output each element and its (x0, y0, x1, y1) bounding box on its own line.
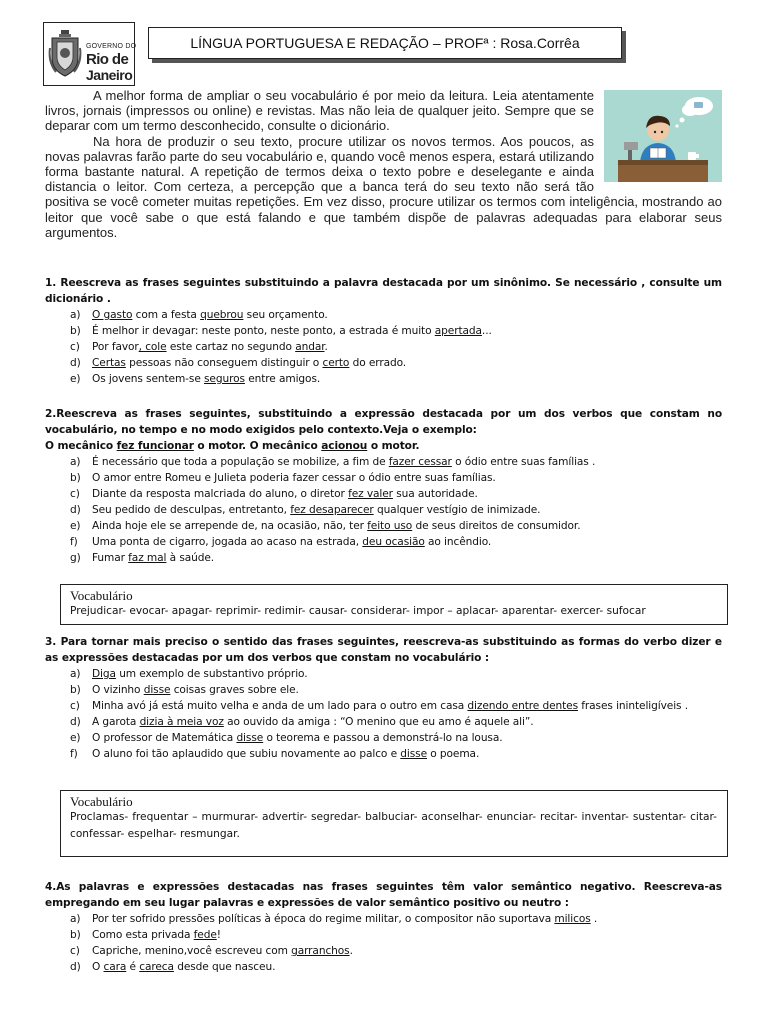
highlighted-term: Diga (92, 668, 116, 680)
sentence-text: este cartaz no segundo (166, 341, 296, 353)
vocabulary-box-2 (60, 790, 728, 857)
vocabulary-box-1-title: Vocabulário (70, 588, 133, 603)
item-letter: f) (70, 536, 78, 548)
item-letter: b) (70, 472, 81, 484)
exercise-item (45, 486, 722, 502)
item-letter: c) (70, 945, 80, 957)
sentence-text: É necessário que toda a população se mobilize, a fim de (92, 456, 389, 468)
intro-text (45, 88, 722, 240)
sentence-text: A garota (92, 716, 140, 728)
exercise-item (45, 502, 722, 518)
item-letter: e) (70, 520, 81, 532)
sentence-text: com a festa (132, 309, 201, 321)
exercise-item (45, 746, 722, 762)
vocabulary-box-2-words: Proclamas- frequentar – murmurar- advertir- segredar- balbuciar- aconselhar- enunciar- recitar- inventar- sustentar- citar- confessar- espelhar- resmungar. (70, 811, 717, 840)
highlighted-term: careca (139, 961, 174, 973)
question-2 (45, 406, 722, 566)
exercise-item (45, 959, 722, 975)
sentence-text: coisas graves sobre ele. (170, 684, 299, 696)
sentence-text: Minha avó já está muito velha e anda de um lado para o outro em casa (92, 700, 468, 712)
sentence-text: Ainda hoje ele se arrepende de, na ocasião, não, ter (92, 520, 368, 532)
exercise-item (45, 730, 722, 746)
question-2-items (45, 454, 722, 566)
exercise-item (45, 307, 722, 323)
highlighted-term: apertada (434, 325, 482, 337)
sentence-text: Diante da resposta malcriada do aluno, o diretor (92, 488, 349, 500)
item-letter: c) (70, 700, 80, 712)
sentence-text: Uma ponta de cigarro, jogada ao acaso na estrada, (92, 536, 363, 548)
question-1-prompt: 1. Reescreva as frases seguintes substituindo a palavra destacada por um sinônimo. Se necessário , consulte um dicionário . (45, 277, 722, 305)
highlighted-term: disse (236, 732, 264, 744)
vocabulary-box-1 (60, 584, 728, 625)
sentence-text: O aluno foi tão aplaudido que subiu novamente ao palco e (92, 748, 401, 760)
sentence-text: O vizinho (92, 684, 144, 696)
exercise-item (45, 943, 722, 959)
item-letter: e) (70, 373, 81, 385)
sentence-text: ao ouvido da amiga : “O menino que eu amo é aquele ali”. (223, 716, 534, 728)
sentence-text: Capriche, menino,você escreveu com (92, 945, 292, 957)
exercise-item (45, 550, 722, 566)
highlighted-term: quebrou (200, 309, 244, 321)
sentence-text: . (324, 341, 328, 353)
highlighted-term: fez valer (348, 488, 393, 500)
highlighted-term: garranchos (291, 945, 350, 957)
sentence-text: um exemplo de substantivo próprio. (115, 668, 308, 680)
item-letter: c) (70, 341, 80, 353)
sentence-text: é (126, 961, 140, 973)
exercise-item (45, 470, 722, 486)
question-3-prompt: 3. Para tornar mais preciso o sentido das frases seguintes, reescreva-as substituindo as formas do verbo dizer e as expressões destacadas por um dos verbos que constam no vocabulário : (45, 636, 722, 664)
exercise-item (45, 454, 722, 470)
exercise-item (45, 518, 722, 534)
sentence-text: o poema. (427, 748, 480, 760)
sentence-text: O amor entre Romeu e Julieta poderia fazer cessar o ódio entre suas famílias. (92, 472, 496, 484)
sentence-text: É melhor ir devagar: neste ponto, neste ponto, a estrada é muito (92, 325, 435, 337)
sentence-text: o motor. (367, 440, 420, 452)
question-3-items (45, 666, 722, 762)
item-letter: a) (70, 913, 81, 925)
highlighted-term: faz mal (128, 552, 167, 564)
sentence-text: o ódio entre suas famílias . (451, 456, 596, 468)
sentence-text: qualquer vestígio de inimizade. (373, 504, 541, 516)
sentence-text: O (92, 961, 104, 973)
item-letter: a) (70, 668, 81, 680)
item-letter: d) (70, 504, 81, 516)
coat-of-arms-icon (48, 28, 82, 80)
question-2-prompt: 2.Reescreva as frases seguintes, substituindo a expressão destacada por um dos verbos que constam no vocabulário, no tempo e no modo exigidos pelo contexto.Veja o exemplo: (45, 408, 722, 436)
exercise-item (45, 911, 722, 927)
question-3 (45, 634, 722, 762)
item-letter: d) (70, 716, 81, 728)
question-1 (45, 275, 722, 387)
highlighted-term: seguros (204, 373, 245, 385)
sentence-text: Fumar (92, 552, 129, 564)
exercise-item (45, 927, 722, 943)
highlighted-term: certo (322, 357, 350, 369)
item-letter: g) (70, 552, 81, 564)
item-letter: c) (70, 488, 80, 500)
highlighted-term: fez funcionar (116, 440, 194, 452)
item-letter: f) (70, 748, 78, 760)
exercise-item (45, 371, 722, 387)
item-letter: d) (70, 357, 81, 369)
exercise-item (45, 682, 722, 698)
exercise-item (45, 355, 722, 371)
exercise-item (45, 339, 722, 355)
highlighted-term: cara (103, 961, 127, 973)
highlighted-term: deu ocasião (362, 536, 425, 548)
sentence-text: . (349, 945, 353, 957)
highlighted-term: disse (400, 748, 427, 760)
exercise-item (45, 534, 722, 550)
logo-line-2: Rio de (86, 51, 129, 68)
logo-line-1: GOVERNO DO (86, 43, 137, 50)
highlighted-term: , cole (138, 341, 167, 353)
question-2-example (45, 440, 419, 452)
highlighted-term: O gasto (92, 309, 133, 321)
page-title: LÍNGUA PORTUGUESA E REDAÇÃO – PROFª : Rosa.Corrêa (190, 35, 580, 51)
highlighted-term: Certas (92, 357, 126, 369)
highlighted-term: fede (193, 929, 217, 941)
sentence-text: à saúde. (166, 552, 215, 564)
logo-line-3: Janeiro (86, 67, 133, 83)
sentence-text: do errado. (349, 357, 407, 369)
sentence-text: Os jovens sentem-se (92, 373, 205, 385)
item-letter: a) (70, 309, 81, 321)
item-letter: b) (70, 929, 81, 941)
question-4-prompt: 4.As palavras e expressões destacadas nas frases seguintes têm valor semântico negativo. Reescreva-as empregando em seu lugar palavras e expressões de valor semântico positivo ou neutro : (45, 881, 722, 909)
question-1-items (45, 307, 722, 387)
sentence-text: pessoas não conseguem distinguir o (125, 357, 323, 369)
sentence-text: desde que nasceu. (173, 961, 276, 973)
exercise-item (45, 714, 722, 730)
sentence-text: de seus direitos de consumidor. (412, 520, 581, 532)
highlighted-term: andar (295, 341, 325, 353)
sentence-text: ... (481, 325, 492, 337)
highlighted-term: acionou (321, 440, 368, 452)
exercise-item (45, 698, 722, 714)
item-letter: b) (70, 325, 81, 337)
sentence-text: O mecânico (45, 440, 117, 452)
highlighted-term: fazer cessar (388, 456, 452, 468)
government-logo (43, 22, 135, 86)
sentence-text: O professor de Matemática (92, 732, 237, 744)
sentence-text: Seu pedido de desculpas, entretanto, (92, 504, 291, 516)
question-4 (45, 879, 722, 975)
sentence-text: o teorema e passou a demonstrá-lo na lousa. (263, 732, 503, 744)
sentence-text: ! (216, 929, 221, 941)
sentence-text: Por ter sofrido pressões políticas à época do regime militar, o compositor não suportava (92, 913, 555, 925)
sentence-text: seu orçamento. (243, 309, 328, 321)
question-4-items (45, 911, 722, 975)
item-letter: b) (70, 684, 81, 696)
vocabulary-box-1-words: Prejudicar- evocar- apagar- reprimir- redimir- causar- considerar- impor – aplacar- aparentar- exercer- sufocar (70, 605, 646, 617)
highlighted-term: dizendo entre dentes (467, 700, 578, 712)
vocabulary-box-2-title: Vocabulário (70, 794, 133, 809)
sentence-text: frases ininteligíveis . (578, 700, 688, 712)
highlighted-term: dizia à meia voz (139, 716, 224, 728)
item-letter: d) (70, 961, 81, 973)
highlighted-term: disse (143, 684, 171, 696)
sentence-text: Por favor (92, 341, 139, 353)
sentence-text: o motor. O mecânico (193, 440, 322, 452)
student-reading-illustration (604, 90, 722, 182)
intro-paragraph-1: A melhor forma de ampliar o seu vocabulário é por meio da leitura. Leia atentamente livros, jornais (impressos ou online) e revistas. Mas não leia de qualquer jeito. Sempre que se deparar com um termo desconhecido, consulte o dicionário. (45, 88, 594, 134)
sentence-text: . (590, 913, 598, 925)
highlighted-term: feito uso (367, 520, 413, 532)
exercise-item (45, 666, 722, 682)
item-letter: a) (70, 456, 81, 468)
sentence-text: sua autoridade. (392, 488, 478, 500)
item-letter: e) (70, 732, 81, 744)
intro-paragraph-2: Na hora de produzir o seu texto, procure utilizar os novos termos. Aos poucos, as novas palavras farão parte do seu vocabulário e, quando você menos espera, estará utilizando forma bastante natural. A repetição de termos deixa o texto pobre e deselegante e ainda distancia o leitor. Com certeza, a percepção que a banca terá do seu texto não será tão positiva se você cometer muitas repetições. Em vez disso, procure utilizar os termos com inteligência, mostrando ao leitor que você sabe o que está falando e que também dispõe de palavras adequadas para elaborar seus argumentos. (45, 133, 722, 240)
title-box (148, 27, 622, 59)
exercise-item (45, 323, 722, 339)
highlighted-term: milicos (554, 913, 591, 925)
sentence-text: entre amigos. (244, 373, 321, 385)
highlighted-term: fez desaparecer (290, 504, 374, 516)
sentence-text: ao incêndio. (424, 536, 492, 548)
sentence-text: Como esta privada (92, 929, 194, 941)
